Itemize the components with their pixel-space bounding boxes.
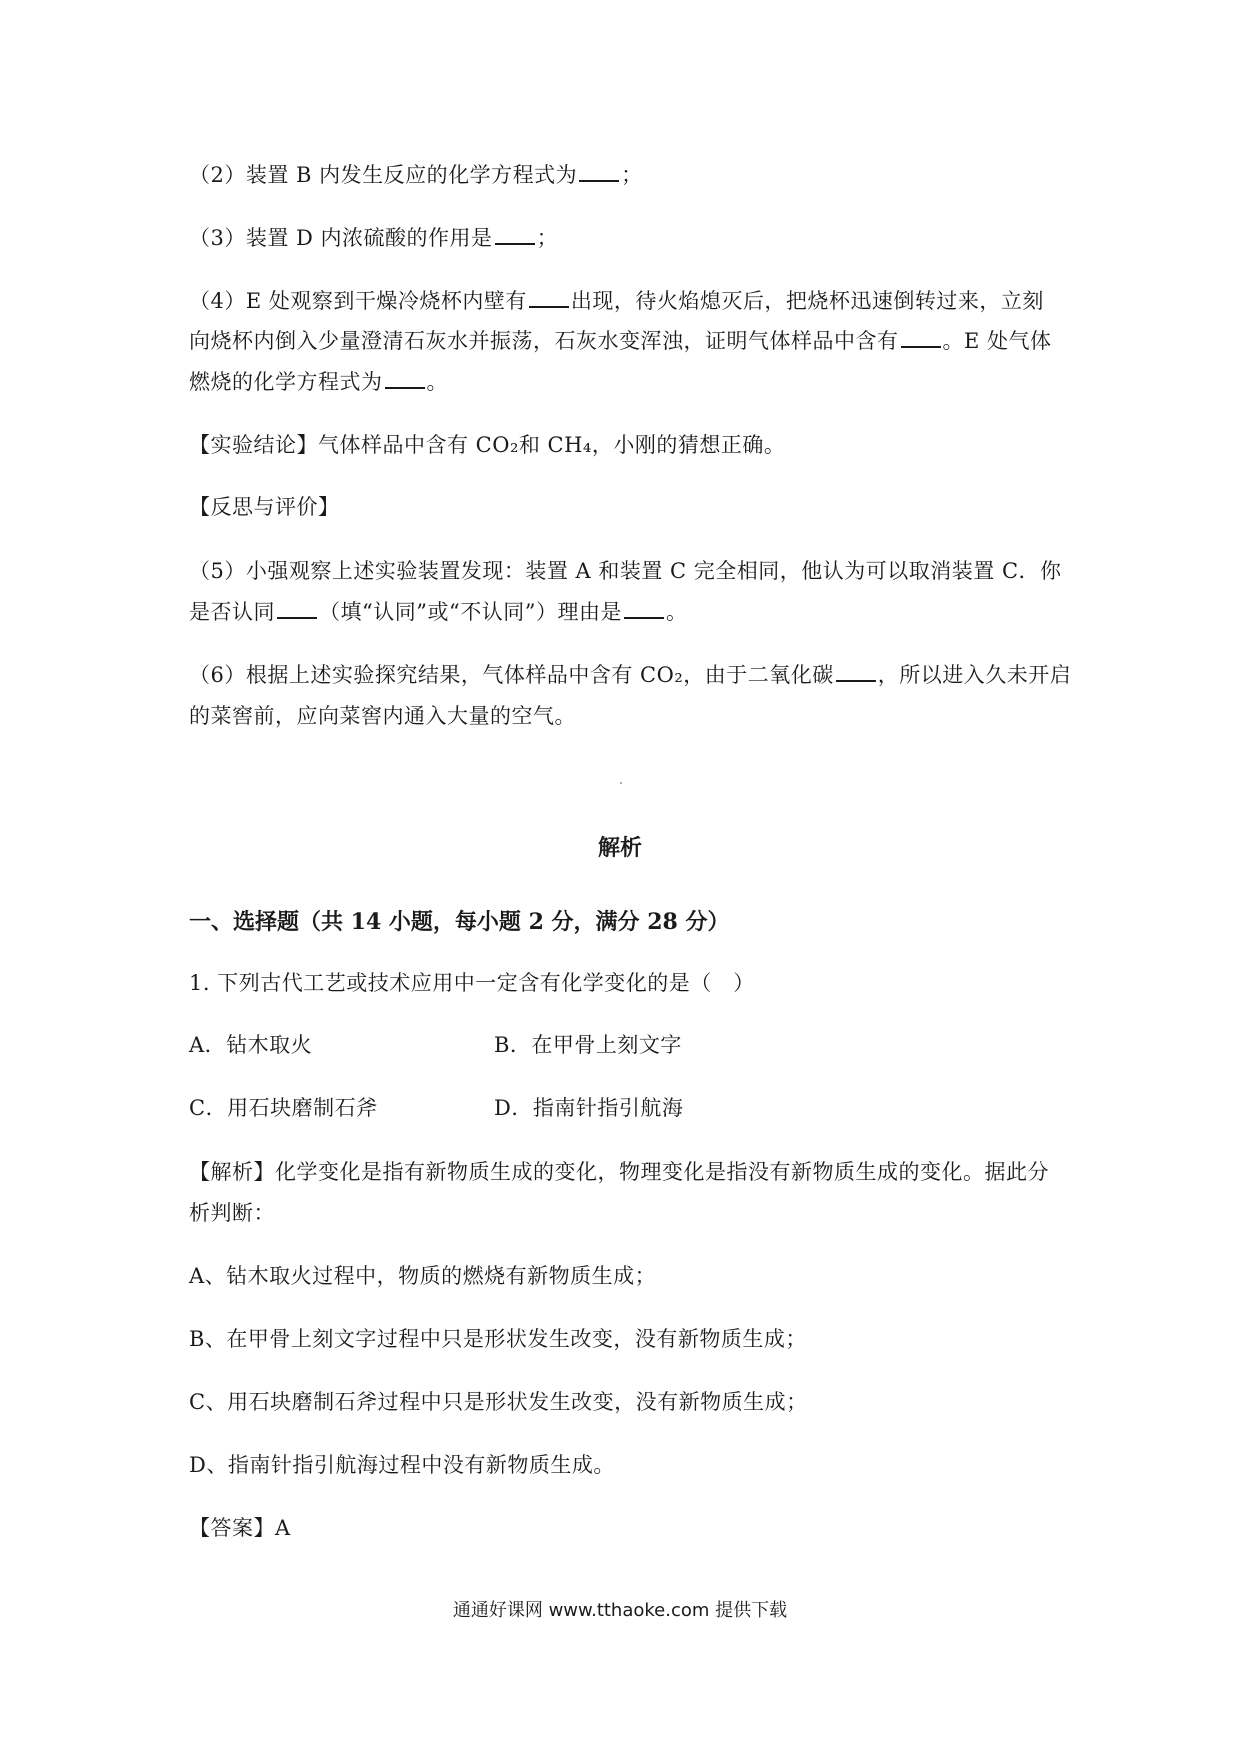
option-a: A．钻木取火 bbox=[189, 1033, 313, 1057]
question-5-text-2a: 是否认同 bbox=[189, 600, 275, 624]
analysis-option-d: D、指南针指引航海过程中没有新物质生成。 bbox=[189, 1453, 615, 1477]
analysis-heading: 解析 bbox=[597, 835, 642, 861]
question-5-line-1: （5）小强观察上述实验装置发现：装置 A 和装置 C 完全相同，他认为可以取消装置 C．你 bbox=[189, 559, 1062, 583]
answer-blank bbox=[277, 599, 317, 619]
stray-dot bbox=[620, 782, 622, 784]
question-4-text-2b: 。E 处气体 bbox=[942, 329, 1052, 353]
answer-blank bbox=[579, 162, 619, 182]
option-d: D．指南针指引航海 bbox=[494, 1096, 684, 1120]
explanation-line-2: 析判断： bbox=[189, 1201, 275, 1225]
question-5-line-2 bbox=[189, 597, 687, 627]
question-4-text-1a: （4）E 处观察到干燥冷烧杯内壁有 bbox=[189, 289, 527, 313]
option-b: B．在甲骨上刻文字 bbox=[494, 1033, 682, 1057]
question-4-line-2 bbox=[189, 326, 1052, 356]
question-2-line bbox=[189, 160, 643, 190]
question-6-text-1a: （6）根据上述实验探究结果，气体样品中含有 CO₂，由于二氧化碳 bbox=[189, 663, 834, 687]
answer-blank bbox=[529, 288, 569, 308]
question-4-text-2a: 向烧杯内倒入少量澄清石灰水并振荡，石灰水变浑浊，证明气体样品中含有 bbox=[189, 329, 899, 353]
analysis-option-b: B、在甲骨上刻文字过程中只是形状发生改变，没有新物质生成； bbox=[189, 1327, 807, 1351]
answer-blank bbox=[495, 225, 535, 245]
question-5-text-2c: 。 bbox=[665, 600, 688, 624]
page-footer: 通通好课网 www.tthaoke.com 提供下载 bbox=[452, 1600, 788, 1621]
question-1-stem: 1. 下列古代工艺或技术应用中一定含有化学变化的是（ ） bbox=[189, 971, 755, 995]
question-6-line-2: 的菜窖前，应向菜窖内通入大量的空气。 bbox=[189, 704, 576, 728]
analysis-option-a: A、钻木取火过程中，物质的燃烧有新物质生成； bbox=[189, 1264, 657, 1288]
answer-blank bbox=[901, 328, 941, 348]
question-4-line-1 bbox=[189, 286, 1044, 316]
explanation-line-1: 【解析】化学变化是指有新物质生成的变化，物理变化是指没有新物质生成的变化。据此分 bbox=[189, 1160, 1049, 1184]
question-6-text-1b: ，所以进入久未开启 bbox=[877, 663, 1072, 687]
question-2-end: ； bbox=[621, 163, 643, 187]
answer-blank bbox=[624, 599, 664, 619]
question-3-end: ； bbox=[536, 226, 559, 250]
experiment-conclusion: 【实验结论】气体样品中含有 CO₂和 CH₄，小刚的猜想正确。 bbox=[189, 433, 786, 457]
question-4-text-3a: 燃烧的化学方程式为 bbox=[189, 370, 383, 394]
question-4-text-1b: 出现，待火焰熄灭后，把烧杯迅速倒转过来，立刻 bbox=[570, 289, 1044, 313]
section-1-title: 一、选择题（共 14 小题，每小题 2 分，满分 28 分） bbox=[189, 909, 730, 935]
question-3-line bbox=[189, 223, 558, 253]
question-5-text-2b: （填“认同”或“不认同”）理由是 bbox=[319, 600, 622, 624]
answer-line: 【答案】A bbox=[189, 1516, 291, 1540]
reflection-title: 【反思与评价】 bbox=[189, 495, 340, 519]
question-6-line-1 bbox=[189, 660, 1071, 690]
question-2-text: （2）装置 B 内发生反应的化学方程式为 bbox=[189, 163, 578, 187]
question-4-text-3b: 。 bbox=[426, 370, 448, 394]
analysis-option-c: C、用石块磨制石斧过程中只是形状发生改变，没有新物质生成； bbox=[189, 1390, 808, 1414]
answer-blank bbox=[385, 369, 425, 389]
question-3-text: （3）装置 D 内浓硫酸的作用是 bbox=[189, 226, 493, 250]
option-c: C．用石块磨制石斧 bbox=[189, 1096, 378, 1120]
answer-blank bbox=[836, 662, 876, 682]
question-4-line-3 bbox=[189, 367, 448, 397]
